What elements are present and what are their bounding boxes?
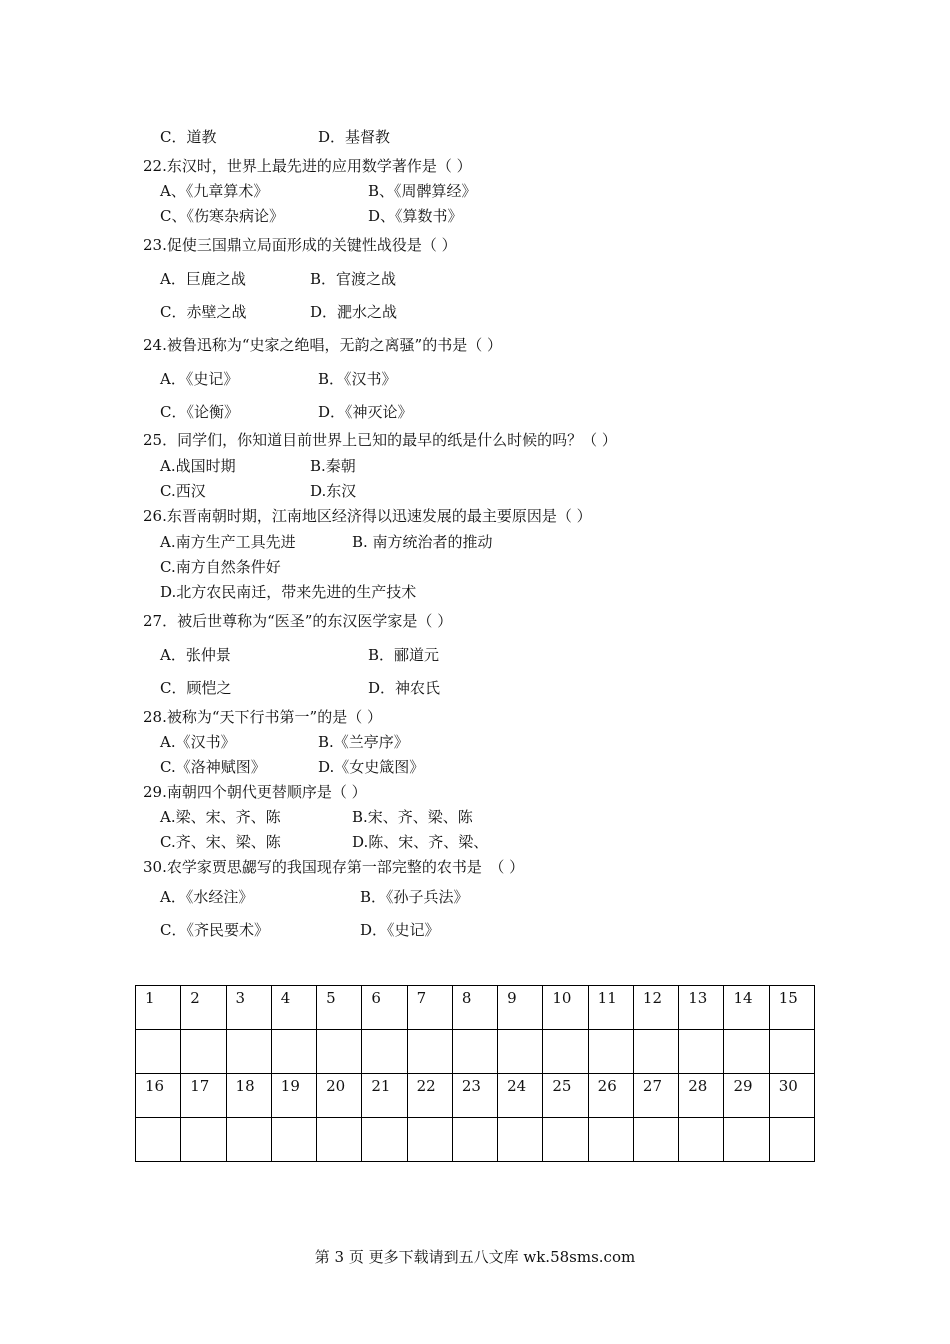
answer-cell[interactable] xyxy=(633,1030,678,1074)
option: A．《史记》 xyxy=(160,370,239,388)
option: C.南方自然条件好 xyxy=(160,558,281,576)
question-number-cell: 8 xyxy=(452,986,497,1030)
answer-cell[interactable] xyxy=(317,1030,362,1074)
option: B. 南方统治者的推动 xyxy=(352,533,493,551)
question-number-cell: 6 xyxy=(362,986,407,1030)
answer-cell[interactable] xyxy=(679,1118,724,1162)
answer-cell[interactable] xyxy=(181,1118,226,1162)
question-number-cell: 7 xyxy=(407,986,452,1030)
question-number-cell: 28 xyxy=(679,1074,724,1118)
answer-cell[interactable] xyxy=(543,1118,588,1162)
answer-blank-row xyxy=(136,1118,815,1162)
option: D．神农氏 xyxy=(368,679,441,697)
answer-blank-row xyxy=(136,1030,815,1074)
question-prompt: 28.被称为“天下行书第一”的是（ ） xyxy=(143,708,382,726)
answer-cell[interactable] xyxy=(452,1030,497,1074)
option: C.齐、宋、梁、陈 xyxy=(160,833,281,851)
answer-number-row xyxy=(136,986,815,1030)
question-prompt: 29.南朝四个朝代更替顺序是（ ） xyxy=(143,783,367,801)
question-number-cell: 12 xyxy=(633,986,678,1030)
question-number-cell: 16 xyxy=(136,1074,181,1118)
question-number-cell: 9 xyxy=(498,986,543,1030)
option: D.北方农民南迁，带来先进的生产技术 xyxy=(160,583,417,601)
option: A.《汉书》 xyxy=(160,733,236,751)
option: D.东汉 xyxy=(310,482,357,500)
answer-cell[interactable] xyxy=(362,1118,407,1162)
option: D、《算数书》 xyxy=(368,207,463,225)
answer-cell[interactable] xyxy=(317,1118,362,1162)
answer-cell[interactable] xyxy=(271,1118,316,1162)
question-number-cell: 4 xyxy=(271,986,316,1030)
answer-cell[interactable] xyxy=(679,1030,724,1074)
option: A．巨鹿之战 xyxy=(160,270,246,288)
question-number-cell: 27 xyxy=(633,1074,678,1118)
answer-cell[interactable] xyxy=(633,1118,678,1162)
answer-cell[interactable] xyxy=(769,1118,814,1162)
option: A.梁、宋、齐、陈 xyxy=(160,808,281,826)
page-footer: 第 3 页 更多下载请到五八文库 wk.58sms.com xyxy=(314,1248,636,1266)
question-number-cell: 20 xyxy=(317,1074,362,1118)
answer-cell[interactable] xyxy=(588,1118,633,1162)
answer-cell[interactable] xyxy=(498,1118,543,1162)
option: D．《史记》 xyxy=(360,921,440,939)
answer-cell[interactable] xyxy=(136,1118,181,1162)
question-prompt: 27．被后世尊称为“医圣”的东汉医学家是（ ） xyxy=(143,612,453,630)
question-number-cell: 26 xyxy=(588,1074,633,1118)
option: D．淝水之战 xyxy=(310,303,398,321)
answer-cell[interactable] xyxy=(543,1030,588,1074)
answer-cell[interactable] xyxy=(407,1030,452,1074)
option: C．道教 xyxy=(160,128,217,146)
option: C．赤壁之战 xyxy=(160,303,247,321)
answer-cell[interactable] xyxy=(724,1030,769,1074)
answer-cell[interactable] xyxy=(498,1030,543,1074)
option: B.秦朝 xyxy=(310,457,356,475)
option: C.《洛神赋图》 xyxy=(160,758,266,776)
question-prompt: 22.东汉时，世界上最先进的应用数学著作是（ ） xyxy=(143,157,472,175)
answer-table xyxy=(135,985,815,1162)
question-prompt: 23.促使三国鼎立局面形成的关键性战役是（ ） xyxy=(143,236,457,254)
question-number-cell: 5 xyxy=(317,986,362,1030)
question-number-cell: 29 xyxy=(724,1074,769,1118)
option: A.战国时期 xyxy=(160,457,236,475)
answer-cell[interactable] xyxy=(226,1118,271,1162)
question-prompt: 25．同学们，你知道目前世界上已知的最早的纸是什么时候的吗？（ ） xyxy=(143,431,617,449)
option: C、《伤寒杂病论》 xyxy=(160,207,284,225)
answer-cell[interactable] xyxy=(769,1030,814,1074)
question-number-cell: 30 xyxy=(769,1074,814,1118)
question-number-cell: 3 xyxy=(226,986,271,1030)
question-prompt: 26.东晋南朝时期，江南地区经济得以迅速发展的最主要原因是（ ） xyxy=(143,507,592,525)
answer-cell[interactable] xyxy=(181,1030,226,1074)
question-number-cell: 21 xyxy=(362,1074,407,1118)
answer-cell[interactable] xyxy=(452,1118,497,1162)
option: C．《论衡》 xyxy=(160,403,239,421)
option: B.宋、齐、梁、陈 xyxy=(352,808,473,826)
option: A.南方生产工具先进 xyxy=(160,533,296,551)
option: B．《汉书》 xyxy=(318,370,397,388)
question-number-cell: 23 xyxy=(452,1074,497,1118)
answer-cell[interactable] xyxy=(724,1118,769,1162)
option: D．基督教 xyxy=(318,128,391,146)
option: B．《孙子兵法》 xyxy=(360,888,469,906)
question-number-cell: 15 xyxy=(769,986,814,1030)
option: B.《兰亭序》 xyxy=(318,733,409,751)
option: B．郦道元 xyxy=(368,646,440,664)
question-prompt: 30.农学家贾思勰写的我国现存第一部完整的农书是 （ ） xyxy=(143,858,525,876)
question-number-cell: 10 xyxy=(543,986,588,1030)
option: C．《齐民要术》 xyxy=(160,921,269,939)
question-number-cell: 18 xyxy=(226,1074,271,1118)
question-number-cell: 25 xyxy=(543,1074,588,1118)
answer-cell[interactable] xyxy=(362,1030,407,1074)
option: A．《水经注》 xyxy=(160,888,254,906)
question-prompt: 24.被鲁迅称为“史家之绝唱，无韵之离骚”的书是（ ） xyxy=(143,336,502,354)
option: C．顾恺之 xyxy=(160,679,232,697)
option: D.陈、宋、齐、梁、 xyxy=(352,833,489,851)
answer-cell[interactable] xyxy=(271,1030,316,1074)
option: A、《九章算术》 xyxy=(160,182,269,200)
question-number-cell: 22 xyxy=(407,1074,452,1118)
question-number-cell: 11 xyxy=(588,986,633,1030)
answer-number-row xyxy=(136,1074,815,1118)
option: B．官渡之战 xyxy=(310,270,397,288)
question-number-cell: 19 xyxy=(271,1074,316,1118)
option: A．张仲景 xyxy=(160,646,231,664)
option: D.《女史箴图》 xyxy=(318,758,425,776)
answer-cell[interactable] xyxy=(226,1030,271,1074)
answer-cell[interactable] xyxy=(136,1030,181,1074)
option: C.西汉 xyxy=(160,482,206,500)
answer-cell[interactable] xyxy=(588,1030,633,1074)
answer-cell[interactable] xyxy=(407,1118,452,1162)
question-number-cell: 1 xyxy=(136,986,181,1030)
option: B、《周髀算经》 xyxy=(368,182,477,200)
question-number-cell: 13 xyxy=(679,986,724,1030)
question-number-cell: 2 xyxy=(181,986,226,1030)
question-number-cell: 14 xyxy=(724,986,769,1030)
option: D．《神灭论》 xyxy=(318,403,413,421)
question-number-cell: 24 xyxy=(498,1074,543,1118)
question-number-cell: 17 xyxy=(181,1074,226,1118)
